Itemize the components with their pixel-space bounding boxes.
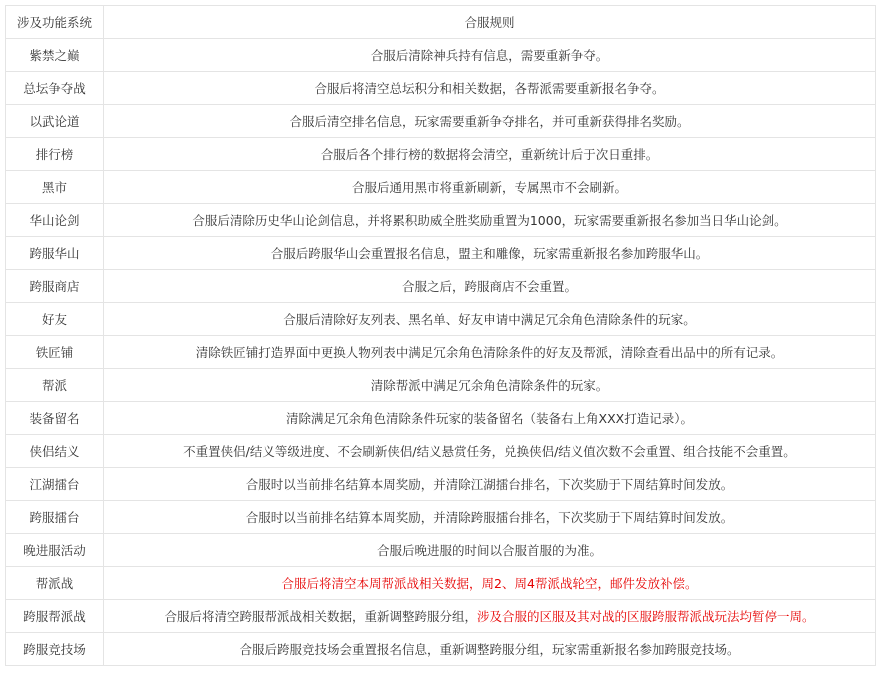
table-row	[6, 138, 876, 171]
rule-cell	[104, 600, 876, 633]
table-row	[6, 501, 876, 534]
system-cell: 跨服擂台	[6, 501, 104, 534]
rule-cell	[104, 468, 876, 501]
system-cell: 跨服华山	[6, 237, 104, 270]
system-cell: 好友	[6, 303, 104, 336]
rule-cell	[104, 204, 876, 237]
rule-text: 清除铁匠铺打造界面中更换人物列表中满足冗余角色清除条件的好友及帮派，清除查看出品中的所有记录。	[195, 345, 784, 360]
table-row	[6, 435, 876, 468]
rule-cell	[104, 138, 876, 171]
header-system: 涉及功能系统	[6, 6, 104, 39]
rule-cell	[104, 105, 876, 138]
system-cell: 总坛争夺战	[6, 72, 104, 105]
system-cell: 铁匠铺	[6, 336, 104, 369]
table-row	[6, 39, 876, 72]
system-cell: 紫禁之巅	[6, 39, 104, 72]
rule-cell	[104, 39, 876, 72]
system-cell: 排行榜	[6, 138, 104, 171]
table-row	[6, 600, 876, 633]
system-cell: 华山论剑	[6, 204, 104, 237]
rule-text: 合服后各个排行榜的数据将会清空，重新统计后于次日重排。	[320, 147, 659, 162]
rule-highlight-text: 合服后将清空本周帮派战相关数据，周2、周4帮派战轮空，邮件发放补偿。	[281, 576, 698, 591]
rule-cell	[104, 336, 876, 369]
system-cell: 装备留名	[6, 402, 104, 435]
table-row	[6, 171, 876, 204]
system-cell: 晚进服活动	[6, 534, 104, 567]
table-body	[6, 39, 876, 666]
rule-text: 合服后跨服华山会重置报名信息，盟主和雕像，玩家需重新报名参加跨服华山。	[270, 246, 709, 261]
rule-cell	[104, 402, 876, 435]
rule-cell	[104, 501, 876, 534]
table-row	[6, 270, 876, 303]
rule-cell	[104, 303, 876, 336]
system-cell: 帮派	[6, 369, 104, 402]
rule-text: 合服后将清空总坛积分和相关数据，各帮派需要重新报名争夺。	[314, 81, 665, 96]
system-cell: 帮派战	[6, 567, 104, 600]
system-cell: 侠侣结义	[6, 435, 104, 468]
rule-text: 合服时以当前排名结算本周奖励，并清除跨服擂台排名，下次奖励于下周结算时间发放。	[245, 510, 734, 525]
table-row	[6, 369, 876, 402]
rule-text: 合服后清除神兵持有信息，需要重新争夺。	[370, 48, 609, 63]
rule-text: 清除满足冗余角色清除条件玩家的装备留名（装备右上角XXX打造记录）。	[286, 411, 693, 426]
rule-text: 合服后清除历史华山论剑信息，并将累积助威全胜奖励重置为1000，玩家需要重新报名参加当日华山论剑。	[192, 213, 787, 228]
rule-text: 合服后通用黑市将重新刷新，专属黑市不会刷新。	[351, 180, 627, 195]
system-cell: 跨服帮派战	[6, 600, 104, 633]
table-row	[6, 303, 876, 336]
rule-cell	[104, 534, 876, 567]
table-row	[6, 336, 876, 369]
rule-cell	[104, 237, 876, 270]
system-cell: 江湖擂台	[6, 468, 104, 501]
header-rule: 合服规则	[104, 6, 876, 39]
table-row	[6, 105, 876, 138]
rule-text: 合服后清除好友列表、黑名单、好友申请中满足冗余角色清除条件的玩家。	[283, 312, 696, 327]
rule-text: 合服后将清空跨服帮派战相关数据，重新调整跨服分组，	[164, 609, 477, 624]
rule-cell	[104, 567, 876, 600]
rule-cell	[104, 369, 876, 402]
system-cell: 跨服商店	[6, 270, 104, 303]
rule-cell	[104, 270, 876, 303]
rule-highlight-text: 涉及合服的区服及其对战的区服跨服帮派战玩法均暂停一周。	[477, 609, 815, 624]
rule-text: 合服之后，跨服商店不会重置。	[401, 279, 577, 294]
rule-cell	[104, 72, 876, 105]
table-row	[6, 633, 876, 666]
table-row	[6, 72, 876, 105]
table-row	[6, 402, 876, 435]
rule-cell	[104, 171, 876, 204]
system-cell: 以武论道	[6, 105, 104, 138]
rule-cell	[104, 435, 876, 468]
rule-cell	[104, 633, 876, 666]
merge-rules-table	[5, 5, 876, 666]
table-row	[6, 468, 876, 501]
system-cell: 跨服竞技场	[6, 633, 104, 666]
rule-text: 合服后清空排名信息，玩家需要重新争夺排名，并可重新获得排名奖励。	[289, 114, 690, 129]
system-cell: 黑市	[6, 171, 104, 204]
rule-text: 不重置侠侣/结义等级进度、不会刷新侠侣/结义悬赏任务，兑换侠侣/结义值次数不会重置、组合技能不会重置。	[183, 444, 796, 459]
rule-text: 合服时以当前排名结算本周奖励，并清除江湖擂台排名，下次奖励于下周结算时间发放。	[245, 477, 734, 492]
table-row	[6, 534, 876, 567]
rule-text: 清除帮派中满足冗余角色清除条件的玩家。	[370, 378, 609, 393]
rule-text: 合服后晚进服的时间以合服首服的为准。	[376, 543, 602, 558]
rule-text: 合服后跨服竞技场会重置报名信息，重新调整跨服分组，玩家需重新报名参加跨服竞技场。	[239, 642, 740, 657]
table-row	[6, 204, 876, 237]
table-row	[6, 237, 876, 270]
table-row	[6, 567, 876, 600]
table-header-row	[6, 6, 876, 39]
